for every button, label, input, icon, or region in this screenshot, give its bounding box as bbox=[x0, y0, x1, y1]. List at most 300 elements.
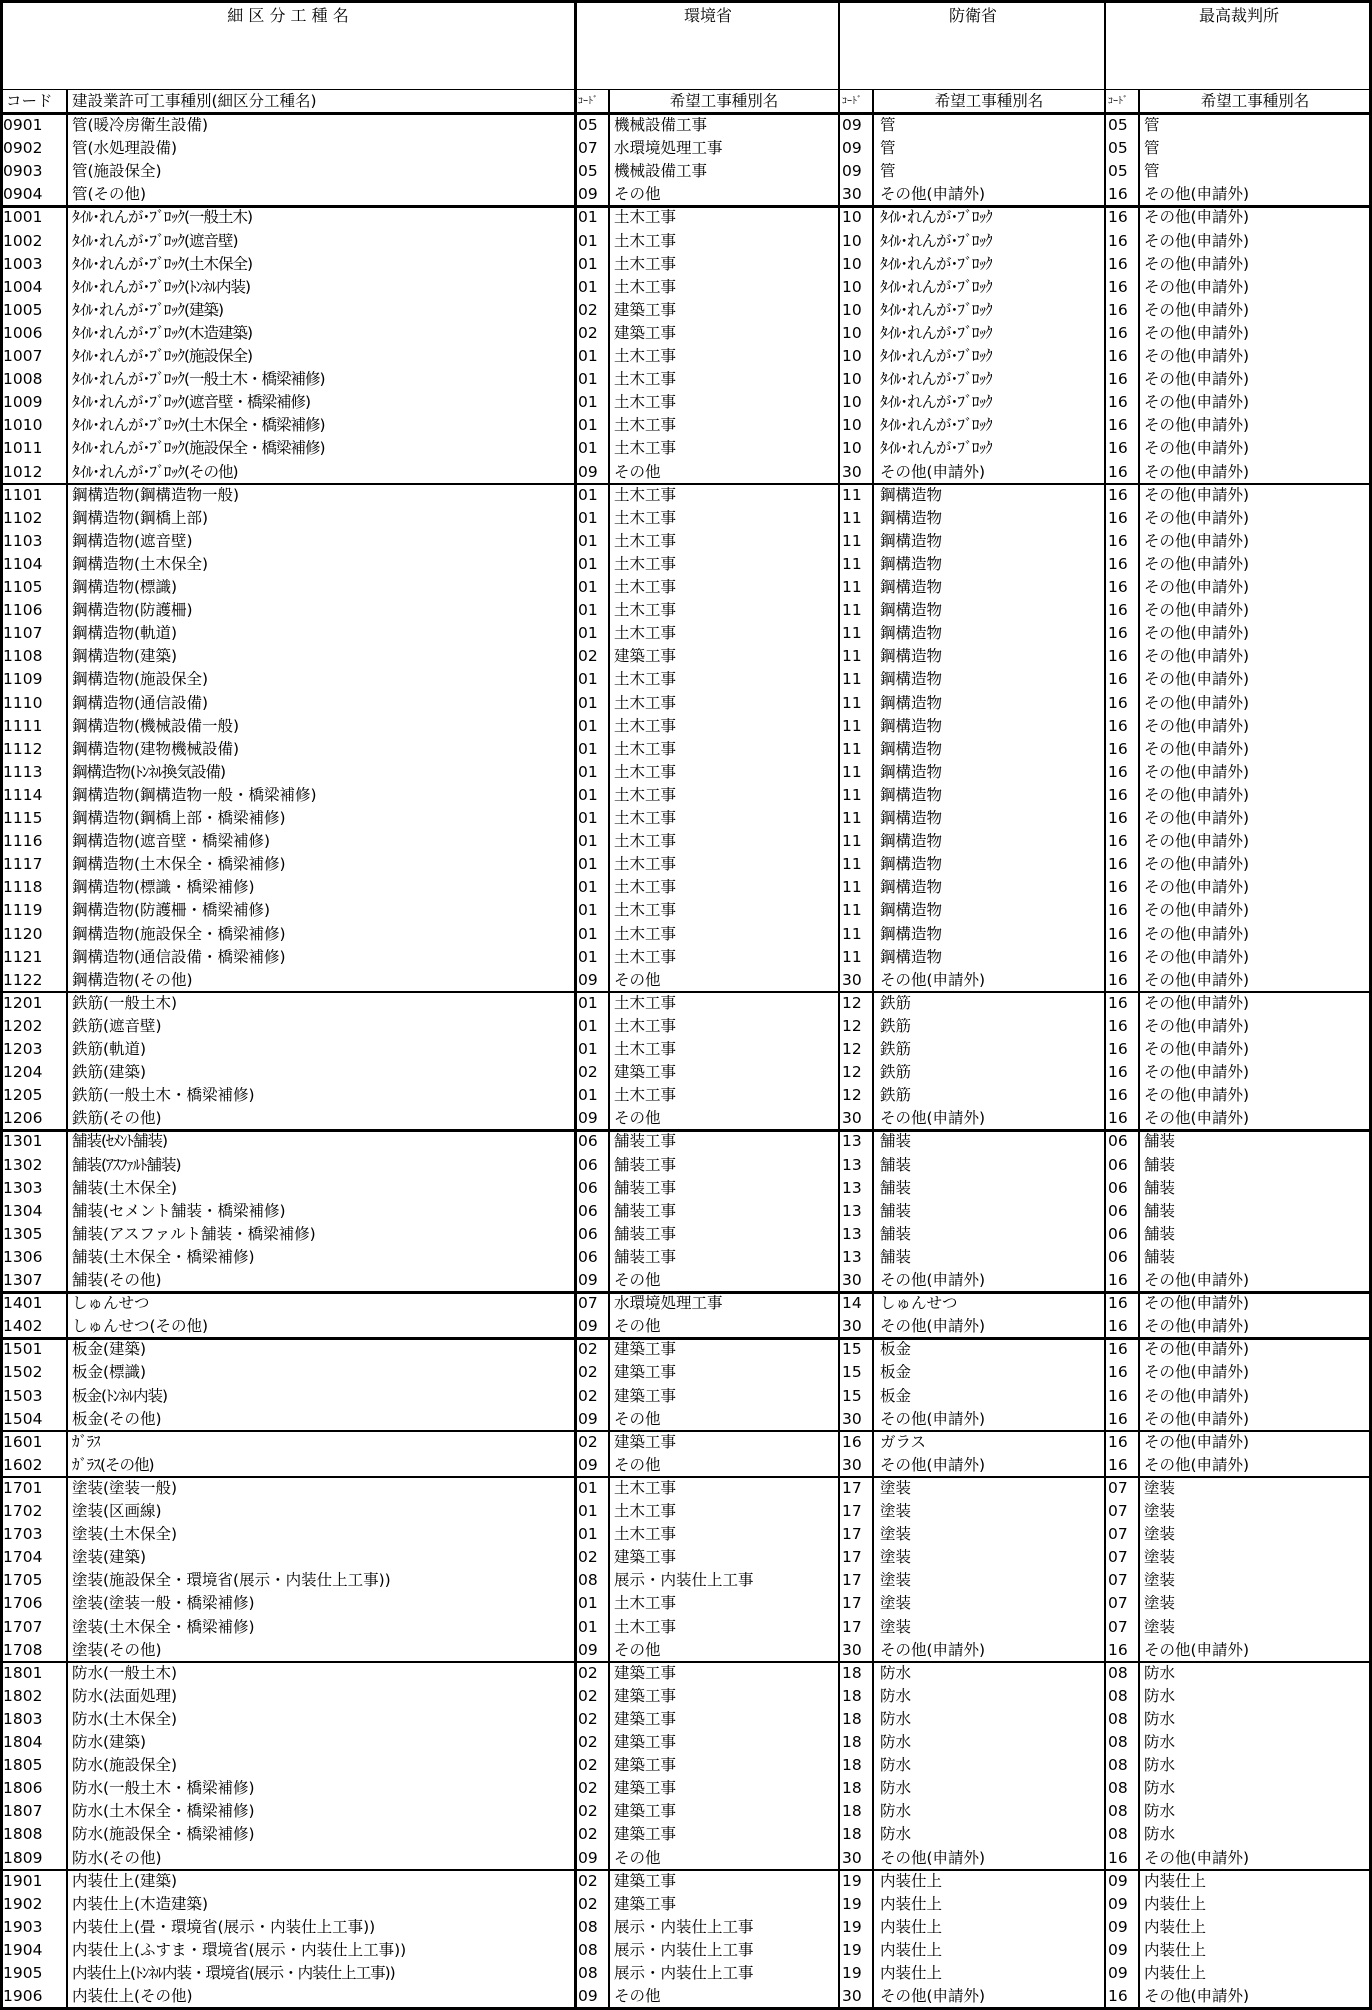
permit-type-cell: 鋼構造物(鋼橋上部) bbox=[72, 508, 209, 527]
code-cell: 1118 bbox=[3, 878, 43, 897]
court-code-cell: 06 bbox=[1108, 1201, 1128, 1220]
court-code-cell: 16 bbox=[1108, 855, 1128, 874]
code-cell: 1805 bbox=[3, 1756, 43, 1775]
permit-type-cell: 防水(施設保全・橋梁補修) bbox=[72, 1825, 255, 1844]
table-row bbox=[0, 414, 1372, 437]
def-code-cell: 30 bbox=[842, 1987, 862, 2006]
permit-type-cell: 鋼構造物(標識) bbox=[72, 578, 178, 596]
env-code-cell: 02 bbox=[578, 1432, 598, 1451]
env-code-cell: 06 bbox=[578, 1224, 598, 1243]
court-code-cell: 16 bbox=[1108, 1409, 1128, 1428]
permit-type-cell: ﾀｲﾙ･れんが･ﾌﾞﾛｯｸ(その他) bbox=[72, 462, 238, 481]
table-row bbox=[0, 1408, 1372, 1431]
permit-type-cell: 塗装(その他) bbox=[72, 1640, 162, 1659]
row-divider bbox=[0, 1869, 1372, 1872]
code-cell: 1806 bbox=[3, 1779, 43, 1798]
court-name-cell: その他(申請外) bbox=[1144, 601, 1250, 620]
court-name-cell: 管 bbox=[1144, 139, 1160, 158]
court-code-cell: 16 bbox=[1108, 578, 1128, 596]
def-code-cell: 12 bbox=[842, 1040, 862, 1058]
court-name-cell: その他(申請外) bbox=[1144, 231, 1250, 250]
env-code-cell: 01 bbox=[578, 739, 598, 758]
permit-type-cell: 鉄筋(その他) bbox=[72, 1109, 162, 1128]
env-name-cell: 土木工事 bbox=[614, 1594, 677, 1613]
table-row bbox=[0, 899, 1372, 922]
env-name-cell: 土木工事 bbox=[614, 277, 677, 296]
env-code-cell: 01 bbox=[578, 785, 598, 804]
code-cell: 1301 bbox=[3, 1132, 43, 1151]
env-name-cell: 建築工事 bbox=[614, 323, 677, 342]
env-name-cell: その他 bbox=[614, 1271, 661, 1289]
court-name-cell: その他(申請外) bbox=[1144, 1294, 1250, 1313]
court-code-cell: 16 bbox=[1108, 647, 1128, 666]
def-code-cell: 11 bbox=[842, 762, 862, 781]
env-code-cell: 05 bbox=[578, 162, 598, 181]
def-code-cell: 11 bbox=[842, 647, 862, 666]
court-name-cell: その他(申請外) bbox=[1144, 947, 1250, 966]
def-code-cell: 13 bbox=[842, 1155, 862, 1174]
table-row bbox=[0, 1246, 1372, 1269]
court-code-cell: 08 bbox=[1108, 1779, 1128, 1798]
code-cell: 1101 bbox=[3, 485, 43, 504]
env-name-cell: 土木工事 bbox=[614, 809, 677, 827]
env-code-cell: 09 bbox=[578, 1640, 598, 1659]
env-code-cell: 01 bbox=[578, 554, 598, 573]
code-cell: 0902 bbox=[3, 139, 43, 158]
permit-type-cell: しゅんせつ bbox=[72, 1294, 150, 1313]
code-cell: 1115 bbox=[3, 809, 43, 827]
code-cell: 1003 bbox=[3, 254, 43, 273]
def-code-cell: 19 bbox=[842, 1871, 862, 1890]
permit-type-cell: 内装仕上(ふすま・環境省(展示・内装仕上工事)) bbox=[72, 1940, 407, 1959]
court-code-cell: 16 bbox=[1108, 809, 1128, 827]
court-name-cell: その他(申請外) bbox=[1144, 370, 1250, 389]
permit-type-cell: 防水(法面処理) bbox=[72, 1686, 178, 1705]
court-code-cell: 16 bbox=[1108, 508, 1128, 527]
def-code-cell: 11 bbox=[842, 508, 862, 527]
env-code-cell: 01 bbox=[578, 370, 598, 389]
def-name-cell: 鉄筋 bbox=[880, 1040, 912, 1058]
row-divider bbox=[0, 1430, 1372, 1433]
permit-type-cell: 舗装(セメント舗装・橋梁補修) bbox=[72, 1201, 286, 1220]
code-cell: 1904 bbox=[3, 1940, 43, 1959]
table-row bbox=[0, 1916, 1372, 1939]
court-code-cell: 08 bbox=[1108, 1686, 1128, 1705]
court-code-cell: 07 bbox=[1108, 1617, 1128, 1636]
court-name-cell: 防水 bbox=[1144, 1686, 1176, 1705]
env-code-cell: 09 bbox=[578, 1455, 598, 1474]
table-row bbox=[0, 1292, 1372, 1315]
def-code-cell: 17 bbox=[842, 1502, 862, 1520]
env-name-cell: その他 bbox=[614, 1640, 661, 1659]
def-name-cell: 鋼構造物 bbox=[880, 785, 943, 804]
env-code-cell: 01 bbox=[578, 947, 598, 966]
court-code-cell: 16 bbox=[1108, 1086, 1128, 1105]
code-cell: 1012 bbox=[3, 462, 43, 481]
def-code-cell: 11 bbox=[842, 554, 862, 573]
env-name-cell: 建築工事 bbox=[614, 1340, 677, 1359]
permit-type-cell: 内装仕上(畳・環境省(展示・内装仕上工事)) bbox=[72, 1917, 376, 1936]
env-name-cell: 土木工事 bbox=[614, 832, 677, 851]
court-code-cell: 16 bbox=[1108, 370, 1128, 389]
header-supreme-court: 最高裁判所 bbox=[1198, 6, 1279, 25]
court-code-cell: 16 bbox=[1108, 762, 1128, 781]
def-name-cell: 塗装 bbox=[880, 1571, 912, 1590]
def-name-cell: 鋼構造物 bbox=[880, 601, 943, 620]
table-row bbox=[0, 1177, 1372, 1200]
permit-type-cell: 鋼構造物(防護柵) bbox=[72, 601, 193, 620]
table-row bbox=[0, 137, 1372, 160]
def-name-cell: その他(申請外) bbox=[880, 462, 986, 481]
court-name-cell: 塗装 bbox=[1144, 1617, 1176, 1636]
court-code-cell: 16 bbox=[1108, 1294, 1128, 1313]
permit-type-cell: ﾀｲﾙ･れんが･ﾌﾞﾛｯｸ(土木保全・橋梁補修) bbox=[72, 416, 325, 435]
env-code-cell: 09 bbox=[578, 1317, 598, 1336]
table-row bbox=[0, 299, 1372, 322]
env-name-cell: その他 bbox=[614, 1987, 661, 2006]
table-row bbox=[0, 853, 1372, 876]
code-cell: 1117 bbox=[3, 855, 43, 874]
def-name-cell: 鋼構造物 bbox=[880, 947, 943, 966]
table-row bbox=[0, 1385, 1372, 1408]
court-code-cell: 09 bbox=[1108, 1894, 1128, 1913]
env-code-cell: 02 bbox=[578, 1063, 598, 1082]
permit-type-cell: 塗装(施設保全・環境省(展示・内装仕上工事)) bbox=[72, 1571, 391, 1590]
env-code-cell: 01 bbox=[578, 393, 598, 412]
court-name-cell: その他(申請外) bbox=[1144, 208, 1250, 227]
def-code-cell: 11 bbox=[842, 785, 862, 804]
env-name-cell: 建築工事 bbox=[614, 1432, 677, 1451]
def-code-cell: 10 bbox=[842, 208, 862, 227]
def-code-cell: 13 bbox=[842, 1247, 862, 1266]
def-code-cell: 11 bbox=[842, 601, 862, 620]
table-row bbox=[0, 1130, 1372, 1153]
permit-type-cell: ﾀｲﾙ･れんが･ﾌﾞﾛｯｸ(一般土木) bbox=[72, 208, 253, 227]
court-code-cell: 16 bbox=[1108, 254, 1128, 273]
code-cell: 1803 bbox=[3, 1709, 43, 1728]
def-code-cell: 19 bbox=[842, 1917, 862, 1936]
court-code-cell: 08 bbox=[1108, 1709, 1128, 1728]
code-cell: 0904 bbox=[3, 185, 43, 204]
permit-type-cell: 板金(その他) bbox=[72, 1409, 162, 1428]
court-code-cell: 08 bbox=[1108, 1663, 1128, 1682]
court-name-cell: 塗装 bbox=[1144, 1548, 1176, 1567]
code-cell: 1809 bbox=[3, 1848, 43, 1867]
court-name-cell: その他(申請外) bbox=[1144, 670, 1250, 689]
code-cell: 1105 bbox=[3, 578, 43, 596]
def-code-cell: 10 bbox=[842, 416, 862, 435]
def-name-cell: 塗装 bbox=[880, 1594, 912, 1613]
env-code-cell: 01 bbox=[578, 878, 598, 897]
def-name-cell: 防水 bbox=[880, 1779, 912, 1798]
court-code-cell: 16 bbox=[1108, 970, 1128, 989]
env-name-cell: 土木工事 bbox=[614, 231, 677, 250]
env-code-cell: 02 bbox=[578, 1686, 598, 1705]
permit-type-cell: 鋼構造物(建物機械設備) bbox=[72, 739, 240, 758]
env-name-cell: 土木工事 bbox=[614, 416, 677, 435]
def-name-cell: ﾀｲﾙ･れんが･ﾌﾞﾛｯｸ bbox=[880, 231, 993, 250]
row-divider bbox=[0, 89, 1372, 90]
row-divider bbox=[0, 1291, 1372, 1294]
def-code-cell: 18 bbox=[842, 1756, 862, 1775]
permit-type-cell: 塗装(区画線) bbox=[72, 1502, 162, 1520]
env-code-cell: 09 bbox=[578, 970, 598, 989]
env-name-cell: 建築工事 bbox=[614, 1686, 677, 1705]
def-code-cell: 18 bbox=[842, 1825, 862, 1844]
table-row bbox=[0, 1361, 1372, 1384]
permit-type-cell: 鋼構造物(施設保全) bbox=[72, 670, 209, 689]
permit-type-cell: 鋼構造物(鋼橋上部・橋梁補修) bbox=[72, 809, 286, 827]
table-row bbox=[0, 1223, 1372, 1246]
def-code-cell: 11 bbox=[842, 855, 862, 874]
subheader-env-code: ｺｰﾄﾞ bbox=[578, 96, 598, 107]
env-name-cell: 舗装工事 bbox=[614, 1178, 677, 1197]
court-code-cell: 16 bbox=[1108, 947, 1128, 966]
code-cell: 1122 bbox=[3, 970, 43, 989]
row-divider bbox=[0, 1129, 1372, 1132]
court-code-cell: 07 bbox=[1108, 1502, 1128, 1520]
permit-type-cell: 防水(一般土木) bbox=[72, 1663, 178, 1682]
env-name-cell: 水環境処理工事 bbox=[614, 1294, 723, 1313]
code-cell: 1104 bbox=[3, 554, 43, 573]
def-code-cell: 30 bbox=[842, 185, 862, 204]
table-row bbox=[0, 1662, 1372, 1685]
def-name-cell: ﾀｲﾙ･れんが･ﾌﾞﾛｯｸ bbox=[880, 416, 993, 435]
def-code-cell: 17 bbox=[842, 1594, 862, 1613]
court-name-cell: その他(申請外) bbox=[1144, 924, 1250, 943]
header-ministry-defense: 防衛省 bbox=[948, 6, 997, 25]
permit-type-cell: ｶﾞﾗｽ(その他) bbox=[72, 1455, 154, 1474]
code-cell: 1114 bbox=[3, 785, 43, 804]
court-code-cell: 06 bbox=[1108, 1132, 1128, 1151]
def-name-cell: 鋼構造物 bbox=[880, 624, 943, 643]
table-row bbox=[0, 1754, 1372, 1777]
table-row bbox=[0, 876, 1372, 899]
permit-type-cell: 鉄筋(一般土木) bbox=[72, 993, 178, 1012]
def-name-cell: その他(申請外) bbox=[880, 1409, 986, 1428]
env-code-cell: 02 bbox=[578, 1871, 598, 1890]
env-code-cell: 01 bbox=[578, 1502, 598, 1520]
table-row bbox=[0, 1038, 1372, 1061]
table-header bbox=[0, 0, 1372, 89]
court-name-cell: 舗装 bbox=[1144, 1155, 1176, 1174]
court-code-cell: 16 bbox=[1108, 1317, 1128, 1336]
row-divider bbox=[0, 0, 1372, 3]
env-name-cell: 土木工事 bbox=[614, 855, 677, 874]
env-code-cell: 06 bbox=[578, 1132, 598, 1151]
court-code-cell: 16 bbox=[1108, 554, 1128, 573]
env-name-cell: 土木工事 bbox=[614, 485, 677, 504]
code-cell: 1001 bbox=[3, 208, 43, 227]
court-name-cell: その他(申請外) bbox=[1144, 323, 1250, 342]
table-row bbox=[0, 1015, 1372, 1038]
court-code-cell: 16 bbox=[1108, 878, 1128, 897]
def-code-cell: 30 bbox=[842, 1317, 862, 1336]
permit-type-cell: 鋼構造物(その他) bbox=[72, 970, 193, 989]
subheader-permit-type: 建設業許可工事種別(細区分工種名) bbox=[72, 92, 317, 110]
court-name-cell: その他(申請外) bbox=[1144, 878, 1250, 897]
env-name-cell: 土木工事 bbox=[614, 1086, 677, 1105]
court-code-cell: 16 bbox=[1108, 185, 1128, 204]
permit-type-cell: 鋼構造物(施設保全・橋梁補修) bbox=[72, 924, 286, 943]
permit-type-cell: 鋼構造物(建築) bbox=[72, 647, 178, 666]
def-code-cell: 11 bbox=[842, 809, 862, 827]
permit-type-cell: 鋼構造物(鋼構造物一般) bbox=[72, 485, 240, 504]
permit-type-cell: 塗装(土木保全・橋梁補修) bbox=[72, 1617, 255, 1636]
court-code-cell: 16 bbox=[1108, 439, 1128, 458]
code-cell: 1110 bbox=[3, 693, 43, 712]
code-cell: 1305 bbox=[3, 1224, 43, 1243]
permit-type-cell: ﾀｲﾙ･れんが･ﾌﾞﾛｯｸ(施設保全・橋梁補修) bbox=[72, 439, 325, 458]
permit-type-cell: 鋼構造物(ﾄﾝﾈﾙ換気設備) bbox=[72, 762, 226, 781]
court-name-cell: その他(申請外) bbox=[1144, 647, 1250, 666]
def-name-cell: ﾀｲﾙ･れんが･ﾌﾞﾛｯｸ bbox=[880, 393, 993, 412]
def-code-cell: 09 bbox=[842, 139, 862, 158]
table-row bbox=[0, 253, 1372, 276]
court-code-cell: 16 bbox=[1108, 1271, 1128, 1289]
court-name-cell: 舗装 bbox=[1144, 1201, 1176, 1220]
row-divider bbox=[0, 1476, 1372, 1479]
permit-type-cell: 鋼構造物(防護柵・橋梁補修) bbox=[72, 901, 271, 920]
env-name-cell: 土木工事 bbox=[614, 716, 677, 735]
env-name-cell: 水環境処理工事 bbox=[614, 139, 723, 158]
court-name-cell: その他(申請外) bbox=[1144, 832, 1250, 851]
table-row bbox=[0, 761, 1372, 784]
permit-type-cell: 舗装(ｾﾒﾝﾄ舗装) bbox=[72, 1132, 168, 1151]
env-code-cell: 01 bbox=[578, 1478, 598, 1497]
code-cell: 1107 bbox=[3, 624, 43, 643]
def-name-cell: ﾀｲﾙ･れんが･ﾌﾞﾛｯｸ bbox=[880, 208, 993, 227]
court-code-cell: 07 bbox=[1108, 1594, 1128, 1613]
def-name-cell: 防水 bbox=[880, 1802, 912, 1821]
court-code-cell: 16 bbox=[1108, 208, 1128, 227]
subheader-def-name: 希望工事種別名 bbox=[934, 92, 1044, 110]
env-code-cell: 01 bbox=[578, 924, 598, 943]
court-code-cell: 16 bbox=[1108, 1063, 1128, 1082]
court-code-cell: 16 bbox=[1108, 832, 1128, 851]
env-name-cell: 土木工事 bbox=[614, 208, 677, 227]
permit-type-cell: 鉄筋(遮音壁) bbox=[72, 1016, 162, 1035]
permit-type-cell: ﾀｲﾙ･れんが･ﾌﾞﾛｯｸ(遮音壁) bbox=[72, 231, 238, 250]
permit-type-cell: 鋼構造物(通信設備) bbox=[72, 693, 209, 712]
env-name-cell: 建築工事 bbox=[614, 1894, 677, 1913]
def-name-cell: ﾀｲﾙ･れんが･ﾌﾞﾛｯｸ bbox=[880, 277, 993, 296]
def-code-cell: 10 bbox=[842, 439, 862, 458]
env-code-cell: 07 bbox=[578, 139, 598, 158]
def-code-cell: 18 bbox=[842, 1779, 862, 1798]
def-code-cell: 11 bbox=[842, 947, 862, 966]
def-code-cell: 17 bbox=[842, 1548, 862, 1567]
code-cell: 1204 bbox=[3, 1063, 43, 1082]
court-name-cell: その他(申請外) bbox=[1144, 416, 1250, 435]
permit-type-cell: ﾀｲﾙ･れんが･ﾌﾞﾛｯｸ(ﾄﾝﾈﾙ内装) bbox=[72, 277, 251, 296]
table-row bbox=[0, 1477, 1372, 1500]
court-name-cell: その他(申請外) bbox=[1144, 1640, 1250, 1659]
code-cell: 1007 bbox=[3, 347, 43, 365]
permit-type-cell: 鋼構造物(鋼構造物一般・橋梁補修) bbox=[72, 785, 317, 804]
def-code-cell: 11 bbox=[842, 832, 862, 851]
court-name-cell: 内装仕上 bbox=[1144, 1871, 1207, 1890]
table-row bbox=[0, 830, 1372, 853]
permit-type-cell: 管(水処理設備) bbox=[72, 139, 178, 158]
env-name-cell: 建築工事 bbox=[614, 647, 677, 666]
table-row bbox=[0, 322, 1372, 345]
code-cell: 1203 bbox=[3, 1040, 43, 1058]
code-cell: 1702 bbox=[3, 1502, 43, 1520]
def-name-cell: 塗装 bbox=[880, 1478, 912, 1497]
table-subheader bbox=[0, 89, 1372, 114]
def-name-cell: 塗装 bbox=[880, 1525, 912, 1544]
table-row bbox=[0, 1592, 1372, 1615]
def-code-cell: 19 bbox=[842, 1940, 862, 1959]
env-name-cell: 展示・内装仕上工事 bbox=[614, 1940, 754, 1959]
table-row bbox=[0, 1061, 1372, 1084]
court-name-cell: その他(申請外) bbox=[1144, 1409, 1250, 1428]
env-name-cell: 土木工事 bbox=[614, 901, 677, 920]
def-name-cell: その他(申請外) bbox=[880, 1455, 986, 1474]
table-row bbox=[0, 622, 1372, 645]
env-name-cell: 土木工事 bbox=[614, 785, 677, 804]
court-name-cell: 防水 bbox=[1144, 1709, 1176, 1728]
def-name-cell: 舗装 bbox=[880, 1201, 912, 1220]
court-name-cell: 内装仕上 bbox=[1144, 1917, 1207, 1936]
court-code-cell: 16 bbox=[1108, 462, 1128, 481]
def-name-cell: 鋼構造物 bbox=[880, 554, 943, 573]
def-code-cell: 10 bbox=[842, 277, 862, 296]
env-name-cell: 土木工事 bbox=[614, 739, 677, 758]
env-name-cell: 土木工事 bbox=[614, 1525, 677, 1544]
def-code-cell: 10 bbox=[842, 231, 862, 250]
row-divider bbox=[0, 1661, 1372, 1664]
def-name-cell: 鋼構造物 bbox=[880, 508, 943, 527]
court-name-cell: その他(申請外) bbox=[1144, 1040, 1250, 1058]
def-name-cell: その他(申請外) bbox=[880, 1640, 986, 1659]
court-name-cell: その他(申請外) bbox=[1144, 508, 1250, 527]
env-code-cell: 09 bbox=[578, 462, 598, 481]
court-code-cell: 16 bbox=[1108, 347, 1128, 365]
env-name-cell: 土木工事 bbox=[614, 1040, 677, 1058]
env-name-cell: 舗装工事 bbox=[614, 1224, 677, 1243]
env-name-cell: その他 bbox=[614, 1455, 661, 1474]
court-name-cell: その他(申請外) bbox=[1144, 1848, 1250, 1867]
def-code-cell: 11 bbox=[842, 716, 862, 735]
table-row bbox=[0, 599, 1372, 622]
table-row bbox=[0, 1500, 1372, 1523]
code-cell: 1304 bbox=[3, 1201, 43, 1220]
env-code-cell: 01 bbox=[578, 601, 598, 620]
table-row bbox=[0, 530, 1372, 553]
court-code-cell: 16 bbox=[1108, 1386, 1128, 1405]
court-code-cell: 16 bbox=[1108, 231, 1128, 250]
permit-type-cell: ﾀｲﾙ･れんが･ﾌﾞﾛｯｸ(木造建築) bbox=[72, 323, 253, 342]
env-name-cell: 土木工事 bbox=[614, 393, 677, 412]
env-code-cell: 09 bbox=[578, 1409, 598, 1428]
subheader-court-name: 希望工事種別名 bbox=[1200, 92, 1310, 110]
env-name-cell: 土木工事 bbox=[614, 1016, 677, 1035]
court-name-cell: 舗装 bbox=[1144, 1224, 1176, 1243]
court-name-cell: 防水 bbox=[1144, 1825, 1176, 1844]
table-row bbox=[0, 1315, 1372, 1338]
court-code-cell: 16 bbox=[1108, 1455, 1128, 1474]
court-name-cell: 防水 bbox=[1144, 1802, 1176, 1821]
code-cell: 1120 bbox=[3, 924, 43, 943]
env-code-cell: 02 bbox=[578, 647, 598, 666]
def-code-cell: 19 bbox=[842, 1964, 862, 1982]
def-name-cell: その他(申請外) bbox=[880, 1317, 986, 1336]
env-name-cell: 舗装工事 bbox=[614, 1155, 677, 1174]
def-code-cell: 13 bbox=[842, 1132, 862, 1151]
code-cell: 1306 bbox=[3, 1247, 43, 1266]
